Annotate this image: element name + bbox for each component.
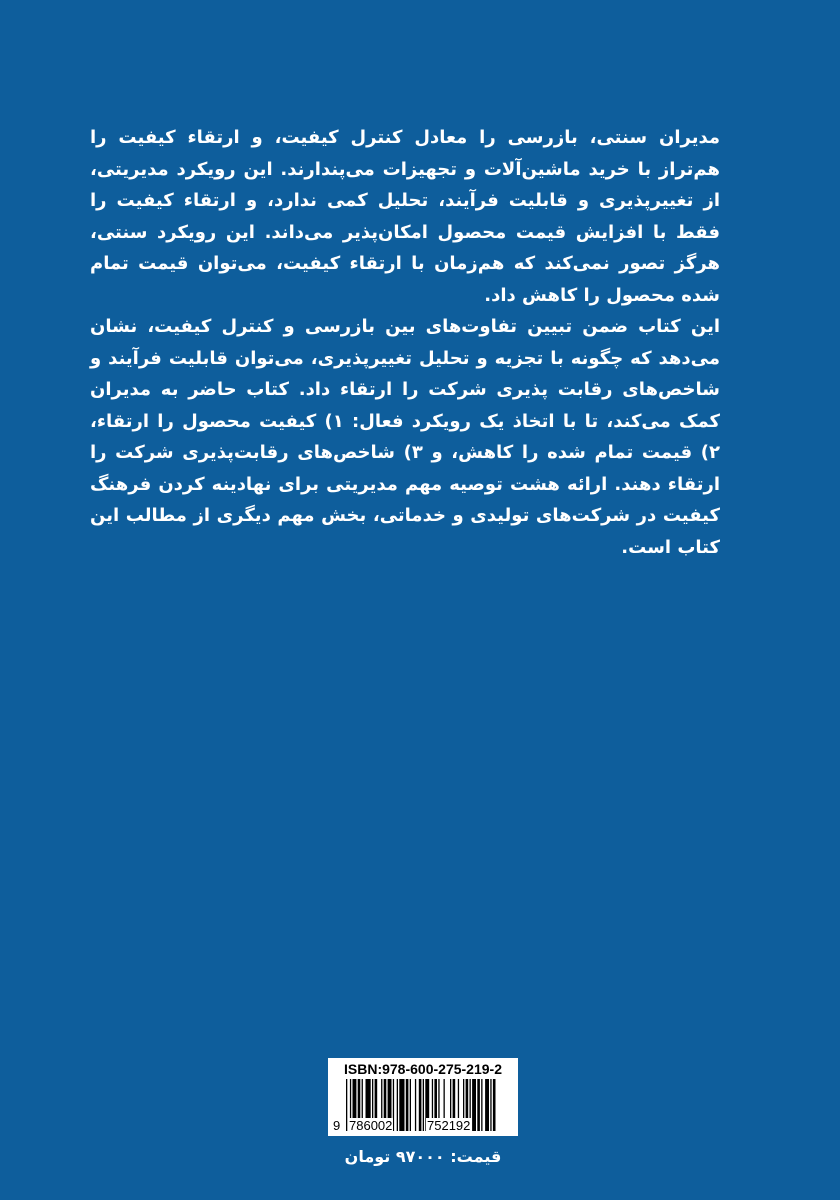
barcode-digit-group-right: 752192 xyxy=(427,1118,471,1133)
blurb-text xyxy=(90,122,720,563)
blurb-paragraph-2: این کتاب ضمن تبیین تفاوت‌های بین بازرسی و کنترل کیفیت، نشان می‌دهد که چگونه با تجزیه و تحلیل تغییرپذیری، می‌توان قابلیت فرآیند و شاخص‌های رقابت پذیری شرکت را ارتقاء داد. کتاب حاضر به مدیران کمک می‌کند، تا با اتخاذ یک رویکرد فعال: ۱) کیفیت محصول را ارتقاء، ۲) قیمت تمام شده را کاهش، و ۳) شاخص‌های رقابت‌پذیری شرکت را ارتقاء دهند. ارائه هشت توصیه مهم مدیریتی برای نهادینه کردن فرهنگ کیفیت در شرکت‌های تولیدی و خدماتی، بخش مهم دیگری از مطالب این کتاب است. xyxy=(90,316,720,558)
blurb-paragraph-1: مدیران سنتی، بازرسی را معادل کنترل کیفیت، و ارتقاء کیفیت را هم‌تراز با خرید ماشین‌آلات و تجهیزات می‌پندارند. این رویکرد مدیریتی، از تغییرپذیری و قابلیت فرآیند، تحلیل کمی ندارد، و ارتقاء کیفیت را فقط با افزایش قیمت محصول امکان‌پذیر می‌داند. این رویکرد سنتی، هرگز تصور نمی‌کند که هم‌زمان با ارتقاء کیفیت، می‌توان قیمت تمام شده محصول را کاهش داد. xyxy=(90,127,720,306)
isbn-barcode xyxy=(328,1058,518,1136)
barcode-digit-group-left: 786002 xyxy=(349,1118,393,1133)
isbn-label: ISBN:978-600-275-219-2 xyxy=(344,1061,502,1077)
barcode-digit-lead: 9 xyxy=(333,1118,341,1133)
price-label: قیمت: ۹۷۰۰۰ تومان xyxy=(344,1147,502,1166)
barcode-digits xyxy=(334,1118,512,1134)
